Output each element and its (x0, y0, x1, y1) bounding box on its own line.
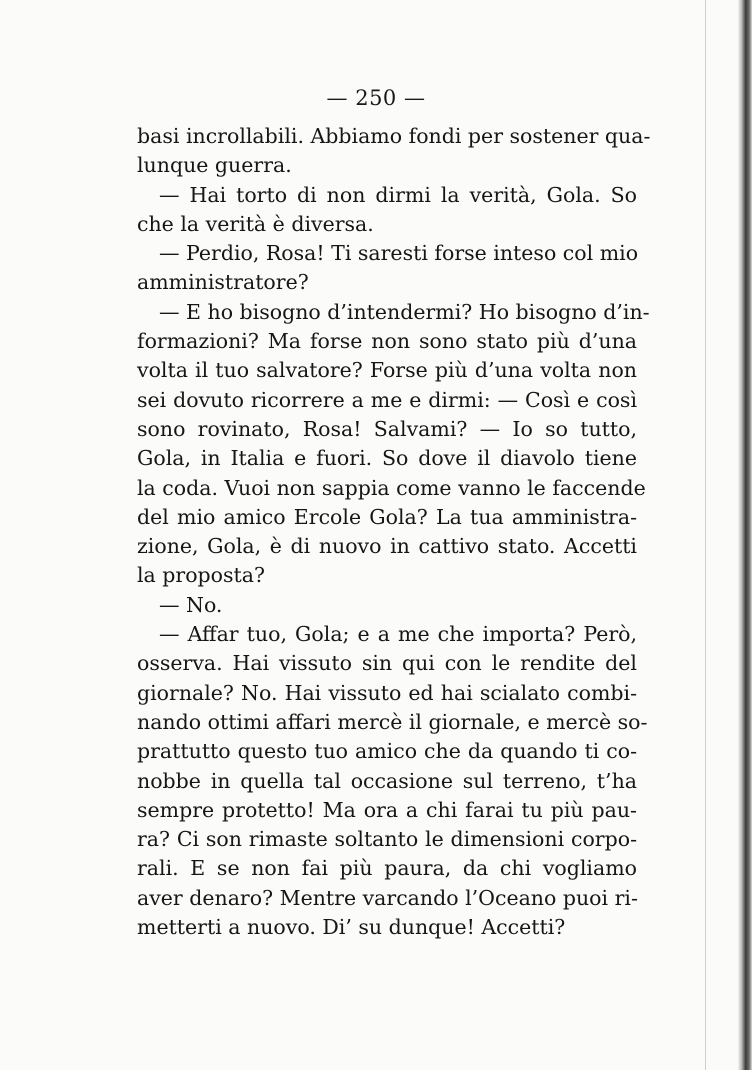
text-line: Gola, in Italia e fuori. So dove il diavolo tiene (137, 446, 637, 471)
text-line: basi incrollabili. Abbiamo fondi per sostener qua- (137, 124, 651, 148)
text-line: del mio amico Ercole Gola? La tua amministra- (137, 504, 637, 529)
text-line: sono rovinato, Rosa! Salvami? — Io so tutto, (137, 416, 637, 441)
text-line: sei dovuto ricorrere a me e dirmi: — Così e così (137, 387, 637, 412)
text-line: lunque guerra. (137, 153, 292, 178)
text-line: giornale? No. Hai vissuto ed hai scialato combi- (137, 680, 637, 705)
text-line: sempre protetto! Ma ora a chi farai tu più pau- (137, 797, 637, 822)
text-line: nobbe in quella tal occasione sul terreno, t’ha (137, 768, 637, 793)
text-line: amministratore? (137, 270, 309, 295)
text-line: aver denaro? Mentre varcando l’Oceano puoi ri- (137, 885, 638, 910)
text-line: — No. (159, 592, 223, 617)
binding-edge-shadow (738, 0, 752, 1070)
body-text (137, 122, 651, 942)
text-line: nando ottimi affari mercè il giornale, e mercè so- (137, 709, 648, 734)
text-line: — Affar tuo, Gola; e a me che importa? Però, (159, 622, 637, 647)
text-line: la coda. Vuoi non sappia come vanno le faccende (137, 475, 646, 500)
text-line: rali. E se non fai più paura, da chi vogliamo (137, 856, 637, 881)
text-line: metterti a nuovo. Di’ su dunque! Accetti? (137, 915, 566, 940)
text-line: — Hai torto di non dirmi la verità, Gola. So (159, 182, 637, 207)
text-line: — E ho bisogno d’intendermi? Ho bisogno d’in- (159, 299, 650, 324)
text-line: — Perdio, Rosa! Ti saresti forse inteso col mio (159, 241, 639, 266)
text-line: volta il tuo salvatore? Forse più d’una volta non (137, 358, 637, 383)
text-line: formazioni? Ma forse non sono stato più d’una (137, 329, 637, 354)
text-line: ra? Ci son rimaste soltanto le dimensioni corpo- (137, 827, 637, 852)
text-line: zione, Gola, è di nuovo in cattivo stato. Accetti (137, 534, 637, 559)
text-line: la proposta? (137, 563, 265, 588)
text-line: che la verità è diversa. (137, 211, 374, 236)
page-number: — 250 — (326, 86, 426, 110)
text-line: osserva. Hai vissuto sin qui con le rendite del (137, 651, 637, 676)
page-edge-line (705, 0, 706, 1070)
text-line: prattutto questo tuo amico che da quando ti co- (137, 739, 637, 764)
